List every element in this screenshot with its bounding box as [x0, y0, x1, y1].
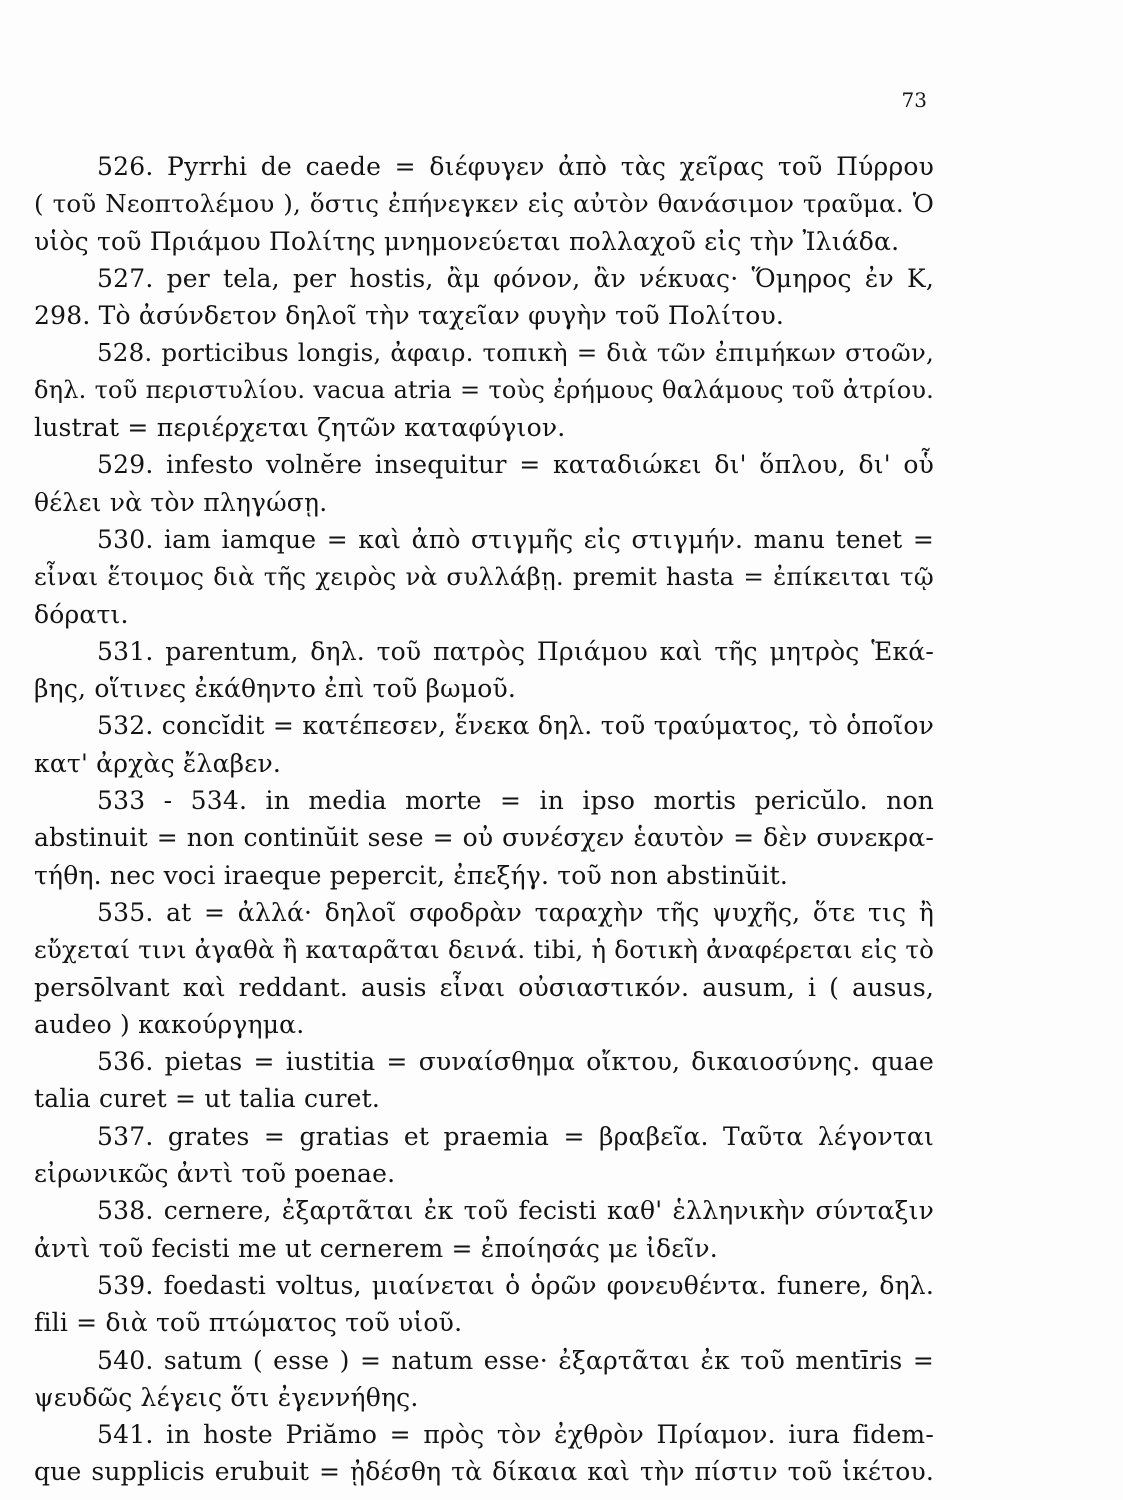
text-line: lustrat = περιέρχεται ζητῶν καταφύγιον.	[34, 413, 566, 443]
text-line: 530. iam iamque = καὶ ἀπὸ στιγμῆς εἰς στιγμήν. manu tenet =	[97, 524, 934, 554]
text-line: 526. Pyrrhi de caede = διέφυγεν ἀπὸ τὰς χεῖρας τοῦ Πύρρου	[97, 152, 934, 181]
text-line: 541. in hoste Priămo = πρὸς τὸν ἐχθρὸν Πρίαμον. iura fidem-	[97, 1420, 934, 1450]
text-line: persōlvant καὶ reddant. ausis εἶναι οὐσιαστικόν. ausum, i ( ausus,	[34, 972, 934, 1002]
text-line: υἱὸς τοῦ Πριάμου Πολίτης μνημονεύεται πολλαχοῦ εἰς τὴν Ἰλιάδα.	[34, 226, 900, 256]
text-line: τήθη. nec voci iraeque pepercit, ἐπεξήγ. τοῦ non abstinŭit.	[34, 860, 789, 890]
text-line: 532. concĭdit = κατέπεσεν, ἕνεκα δηλ. τοῦ τραύματος, τὸ ὁποῖον	[97, 711, 934, 741]
text-line: 535. at = ἀλλά· δηλοῖ σφοδρὰν ταραχὴν τῆς ψυχῆς, ὅτε τις ἢ	[97, 897, 934, 927]
text-line: que supplicis erubuit = ᾐδέσθη τὰ δίκαια καὶ τὴν πίστιν τοῦ ἱκέτου.	[34, 1457, 934, 1487]
text-line: 527. per tela, per hostis, ἂμ φόνον, ἂν νέκυας· Ὅμηρος ἐν Κ,	[97, 263, 934, 293]
text-line: abstinuit = non continŭit sese = οὐ συνέσχεν ἑαυτὸν = δὲν συνεκρα-	[34, 823, 934, 853]
text-line: 540. satum ( esse ) = natum esse· ἐξαρτᾶται ἐκ τοῦ mentīris =	[97, 1345, 934, 1375]
text-line: κατ' ἀρχὰς ἔλαβεν.	[34, 748, 282, 778]
text-line: 531. parentum, δηλ. τοῦ πατρὸς Πριάμου καὶ τῆς μητρὸς Ἑκά-	[97, 636, 934, 666]
text-line: fili = διὰ τοῦ πτώματος τοῦ υἱοῦ.	[34, 1308, 463, 1338]
text-line: εἶναι ἕτοιμος διὰ τῆς χειρὸς νὰ συλλάβῃ. premit hasta = ἐπίκειται τῷ	[34, 562, 934, 592]
text-line: δόρατι.	[34, 599, 129, 629]
text-line: βης, οἵτινες ἐκάθηντο ἐπὶ τοῦ βωμοῦ.	[34, 674, 516, 704]
text-line: ( τοῦ Νεοπτολέμου ), ὅστις ἐπήνεγκεν εἰς αὐτὸν θανάσιμον τραῦμα. Ὁ	[34, 189, 934, 219]
text-line: 298. Τὸ ἀσύνδετον δηλοῖ τὴν ταχεῖαν φυγὴν τοῦ Πολίτου.	[34, 301, 785, 331]
text-line: 528. porticibus longis, ἀφαιρ. τοπικὴ = διὰ τῶν ἐπιμήκων στοῶν,	[97, 338, 934, 368]
page-text	[34, 148, 934, 1491]
text-line: εἰρωνικῶς ἀντὶ τοῦ poenae.	[34, 1159, 396, 1189]
text-line: θέλει νὰ τὸν πληγώσῃ.	[34, 487, 328, 517]
text-line: 538. cernere, ἐξαρτᾶται ἐκ τοῦ fecisti καθ' ἑλληνικὴν σύνταξιν	[97, 1196, 934, 1226]
page-number: 73	[901, 88, 927, 112]
text-line: 533 - 534. in media morte = in ipso mortis pericŭlo. non	[97, 786, 934, 816]
text-line: talia curet = ut talia curet.	[34, 1084, 381, 1114]
text-line: audeo ) κακούργημα.	[34, 1009, 305, 1039]
text-line: 539. foedasti voltus, μιαίνεται ὁ ὁρῶν φονευθέντα. funere, δηλ.	[97, 1270, 934, 1300]
text-line: 537. grates = gratias et praemia = βραβεῖα. Ταῦτα λέγονται	[97, 1121, 934, 1151]
text-line: δηλ. τοῦ περιστυλίου. vacua atria = τοὺς ἐρήμους θαλάμους τοῦ ἀτρίου.	[34, 375, 934, 404]
text-line: εὔχεταί τινι ἀγαθὰ ἢ καταρᾶται δεινά. tibi, ἡ δοτικὴ ἀναφέρεται εἰς τὸ	[34, 935, 935, 965]
text-line: 536. pietas = iustitia = συναίσθημα οἴκτου, δικαιοσύνης. quae	[97, 1047, 934, 1077]
text-line: 529. infesto volnĕre insequitur = καταδιώκει δι' ὅπλου, δι' οὗ	[97, 450, 934, 480]
text-line: ἀντὶ τοῦ fecisti me ut cernerem = ἐποίησάς με ἰδεῖν.	[34, 1233, 718, 1263]
text-line: ψευδῶς λέγεις ὅτι ἐγεννήθης.	[34, 1382, 419, 1412]
